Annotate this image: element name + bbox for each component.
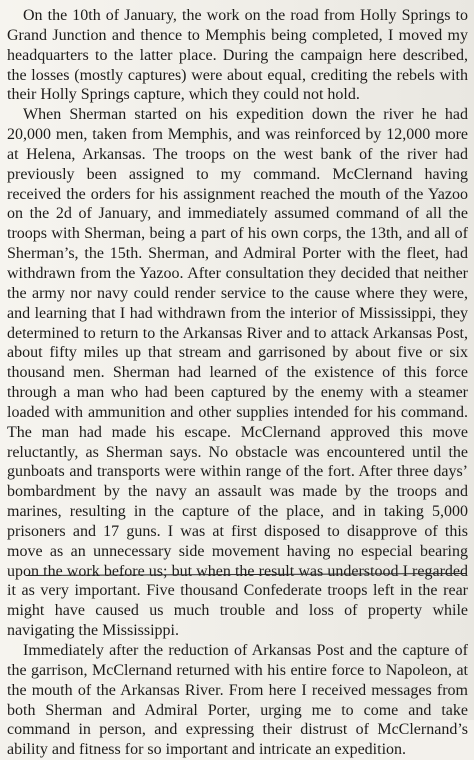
- paragraph-2: When Sherman started on his expedition down the river he had 20,000 men, taken from Memphis, and was reinforced by 12,000 more at Helena, Arkansas. The troops on the west bank of the river had previously been assigned to my command. McClernand having received the orders for his assignment reached the mouth of the Yazoo on the 2d of January, and immediately assumed command of all the troops with Sherman, being a part of his own corps, the 13th, and all of Sherman’s, the 15th. Sherman, and Admiral Porter with the fleet, had withdrawn from the Yazoo. After consultation they decided that neither the army nor navy could render service to the cause where they were, and learning that I had withdrawn from the interior of Mississippi, they determined to return to the Arkansas River and to attack Arkansas Post, about fifty miles up that stream and garrisoned by about five or six thousand men. Sherman had learned of the existence of this force through a man who had been captured by the enemy with a steamer loaded with ammunition and other supplies intended for his command. The man had made his escape. McClernand approved this move reluctantly, as Sherman says. No obstacle was encountered until the gunboats and transports were within range of the fort. After three days’ bombardment by the navy an assault was made by the troops and marines, resulting in the capture of the place, and in taking 5,000 prisoners and 17 guns. I was at first disposed to disapprove of this move as an unnecessary side movement having no especial bearing upon the work before us; but when the result was understood I regarded it as very important. Five thousand Confederate troops left in the rear might have caused us much trouble and loss of property while navigating the Mississippi.: [7, 106, 468, 640]
- paragraph-3: Immediately after the reduction of Arkansas Post and the capture of the garrison, McClernand returned with his entire force to Napoleon, at the mouth of the Arkansas River. From here I received messages from both Sherman and Admiral Porter, urging me to come and take command in person, and expressing their distrust of McClernand’s ability and fitness for so important and intricate an expedition.: [7, 642, 468, 759]
- paragraph-1: On the 10th of January, the work on the road from Holly Springs to Grand Junction and thence to Memphis being completed, I moved my headquarters to the latter place. During the campaign here described, the losses (mostly captures) were about equal, crediting the rebels with their Holly Springs capture, which they could not hold.: [7, 7, 468, 104]
